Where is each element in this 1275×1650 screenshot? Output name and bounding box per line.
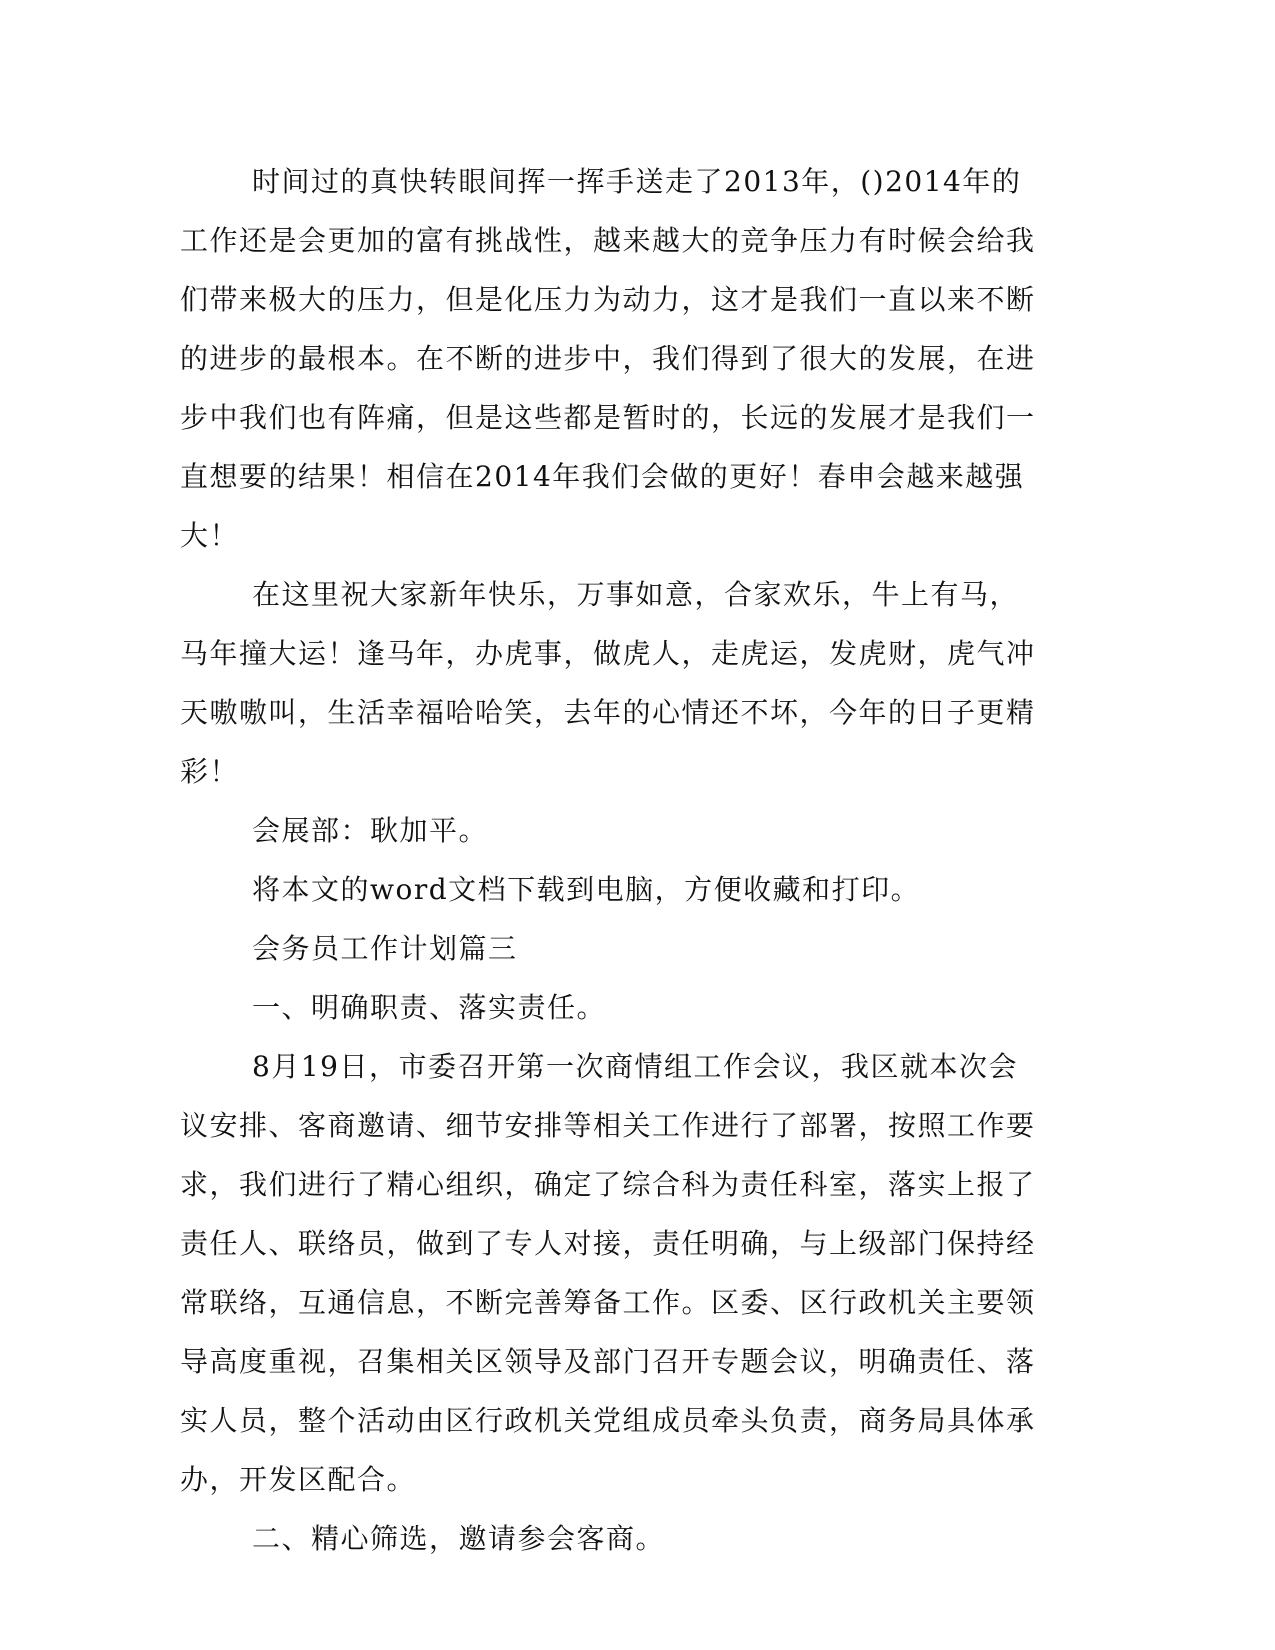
heading-one: 一、明确职责、落实责任。 bbox=[252, 991, 607, 1024]
paragraph-meeting: 8月19日，市委召开第一次商情组工作会议，我区就本次会议安排、客商邀请、细节安排等相关工作进行了部署，按照工作要求，我们进行了精心组织，确定了综合科为责任科室，落实上报了责任人、联络员，做到了专人对接，责任明确，与上级部门保持经常联络，互通信息，不断完善筹备工作。区委、区行政机关主要领导高度重视，召集相关区领导及部门召开专题会议，明确责任、落实人员，整个活动由区行政机关党组成员牵头负责，商务局具体承办，开发区配合。 bbox=[180, 1050, 1036, 1496]
paragraph-signature: 会展部：耿加平。 bbox=[252, 814, 489, 847]
paragraph-new-year-wishes: 在这里祝大家新年快乐，万事如意，合家欢乐，牛上有马，马年撞大运！逢马年，办虎事，做虎人，走虎运，发虎财，虎气冲天嗷嗷叫，生活幸福哈哈笑，去年的心情还不坏，今年的日子更精彩！ bbox=[180, 578, 1036, 788]
heading-two: 二、精心筛选，邀请参会客商。 bbox=[252, 1522, 666, 1555]
document-body bbox=[180, 152, 1040, 1568]
paragraph-download-note: 将本文的word文档下载到电脑，方便收藏和打印。 bbox=[252, 873, 921, 906]
paragraph-year-review: 时间过的真快转眼间挥一挥手送走了2013年，()2014年的工作还是会更加的富有挑战性，越来越大的竞争压力有时候会给我们带来极大的压力，但是化压力为动力，这才是我们一直以来不断的进步的最根本。在不断的进步中，我们得到了很大的发展，在进步中我们也有阵痛，但是这些都是暂时的，长远的发展才是我们一直想要的结果！相信在2014年我们会做的更好！春申会越来越强大！ bbox=[180, 165, 1036, 552]
section-title: 会务员工作计划篇三 bbox=[252, 932, 518, 965]
